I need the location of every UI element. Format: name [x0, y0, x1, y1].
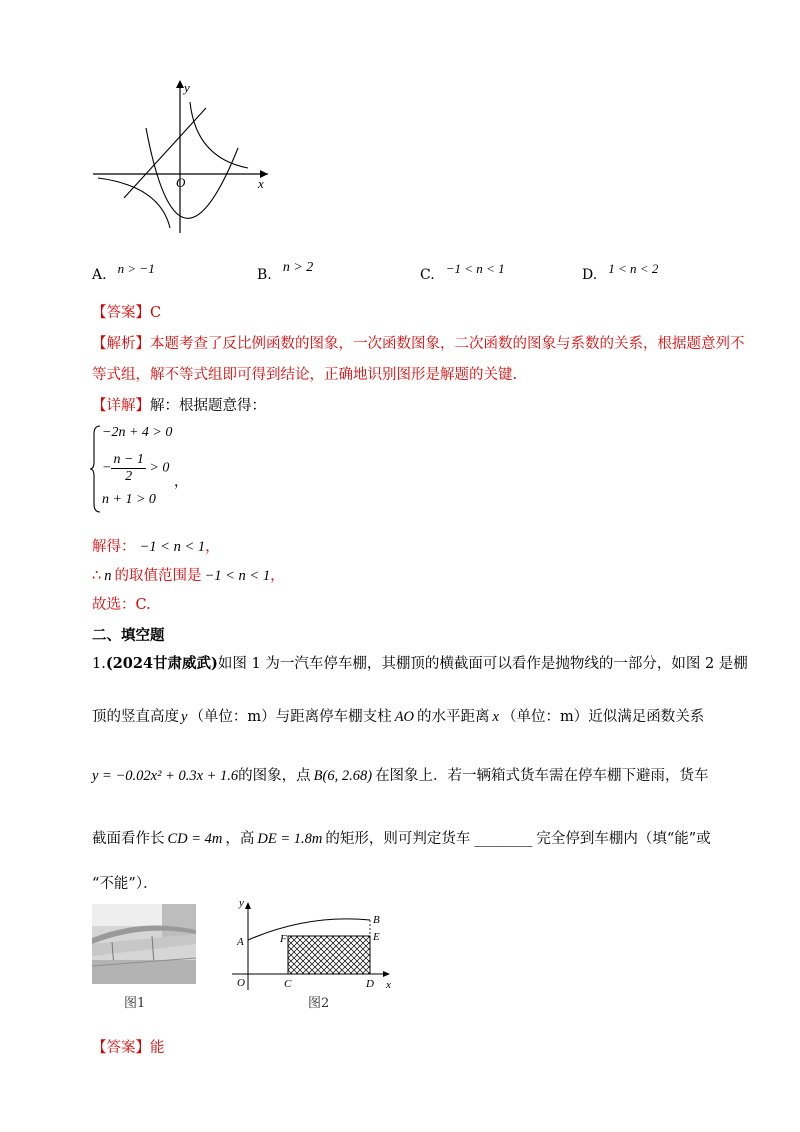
fig2-y-label: y [239, 898, 244, 909]
fig2-origin-label: O [237, 977, 245, 989]
solved-end: ， [205, 539, 220, 555]
choice-a [92, 258, 155, 283]
fig2-caption: 图2 [308, 996, 330, 1011]
carport-photo [92, 904, 196, 984]
problem-text: 的矩形，则可判定货车 [325, 831, 471, 847]
choice-expr: n > 2 [282, 260, 314, 275]
fig2-x-label: x [386, 979, 391, 991]
figure-2-diagram [228, 898, 400, 994]
problem-text: 的水平距离 [417, 709, 490, 725]
fraction-numerator: n − 1 [113, 452, 144, 467]
problem-number: 1. [92, 656, 106, 672]
choice-d [582, 258, 659, 283]
range-line [92, 566, 285, 586]
problem-text: （单位：m）近似满足函数关系 [501, 709, 705, 725]
choice-expr: 1 < n < 2 [608, 261, 659, 276]
choice-expr: n > −1 [117, 261, 155, 276]
range-var: n [104, 568, 112, 584]
analysis-tag: 【解析】 [92, 336, 150, 352]
choice-b [257, 256, 314, 283]
length-CD: CD = 4m [167, 831, 223, 847]
answer-2-line [92, 1038, 165, 1058]
problem-text: 完全停到车棚内（填“能”或 [536, 831, 711, 847]
graph-x-label: x [258, 176, 264, 191]
answer-value: C [150, 305, 162, 321]
system-fraction [111, 452, 145, 485]
problem-text: ，高 [225, 831, 255, 847]
problem-line-2 [92, 707, 704, 727]
graph-y-label: y [184, 80, 190, 95]
parabola-curve [146, 128, 238, 218]
var-x: x [492, 709, 499, 725]
answer-blank: ________ [474, 831, 533, 847]
problem-line-4 [92, 829, 711, 849]
fig2-point-C: C [284, 978, 292, 990]
fig1-caption: 图1 [124, 996, 146, 1011]
truck-rectangle [288, 936, 370, 974]
point-B: B(6, 2.68) [313, 768, 373, 784]
choice-letter: D. [582, 267, 598, 283]
hyperbola-branch-right [190, 102, 248, 168]
problem-text: 顶的竖直高度 [92, 709, 179, 725]
fig2-point-E: E [373, 931, 380, 943]
analysis-text: 本题考查了反比例函数的图象，一次函数图象，二次函数的图象与系数的关系，根据题意列不 [150, 336, 745, 352]
system-brace [90, 424, 102, 514]
problem-text: 的图象，点 [238, 768, 311, 784]
range-end: ， [270, 568, 285, 584]
graph-origin-label: O [176, 175, 186, 190]
solved-expr: −1 < n < 1 [139, 539, 206, 555]
problem-source: (2024甘肃威武) [105, 655, 218, 672]
fig2-point-F: F [280, 933, 287, 945]
choice-expr: −1 < n < 1 [445, 261, 505, 276]
therefore-symbol: ∴ [92, 568, 102, 584]
system-row-1: −2n + 4 > 0 [102, 425, 173, 440]
range-expr: −1 < n < 1 [204, 568, 271, 584]
choice-c [420, 258, 505, 283]
system-row-3: n + 1 > 0 [102, 492, 156, 507]
solved-label: 解得： [92, 539, 136, 555]
problem-text: （单位：m）与距离停车棚支柱 [189, 709, 392, 725]
answer-2-tag: 【答案】 [92, 1040, 150, 1056]
range-text: 的取值范围是 [114, 568, 202, 584]
choice-letter: C. [420, 267, 435, 283]
hyperbola-branch-left [98, 178, 170, 228]
system-row-2-rhs: > 0 [149, 460, 170, 476]
system-row-2 [102, 452, 169, 485]
choice-letter: A. [92, 267, 107, 283]
analysis-line-1 [92, 334, 745, 354]
system-trailing-comma: ， [174, 475, 188, 490]
fig2-point-D: D [366, 978, 374, 990]
system-row-2-sign: − [102, 460, 112, 476]
fig2-point-B: B [373, 914, 380, 926]
height-DE: DE = 1.8m [257, 831, 323, 847]
problem-line-5: “不能”）． [92, 876, 158, 892]
function-expr: y = −0.02x² + 0.3x + 1.6 [92, 768, 239, 784]
problem-text-1: 如图 1 为一汽车停车棚，其棚顶的横截面可以看作是抛物线的一部分，如图 2 是棚 [217, 656, 748, 672]
choice-letter: B. [257, 267, 272, 283]
detail-line [92, 396, 266, 416]
answer-tag: 【答案】 [92, 305, 150, 321]
section-title: 二、填空题 [92, 627, 165, 644]
answer-2-value: 能 [150, 1040, 165, 1056]
fraction-denominator: 2 [125, 469, 133, 484]
problem-line-3 [92, 766, 709, 786]
detail-tag: 【详解】 [92, 398, 150, 414]
function-graph [88, 78, 278, 238]
solved-line [92, 537, 220, 557]
var-AO: AO [394, 709, 415, 725]
analysis-line-2: 等式组，解不等式组即可得到结论，正确地识别图形是解题的关键. [92, 367, 518, 383]
pick-line: 故选：C. [92, 597, 151, 613]
problem-line-1 [92, 654, 748, 674]
problem-text: 截面看作长 [92, 831, 165, 847]
problem-text: 在图象上．若一辆箱式货车需在停车棚下避雨，货车 [375, 768, 709, 784]
var-y: y [181, 709, 188, 725]
detail-text: 解：根据题意得： [150, 398, 266, 414]
answer-line [92, 303, 161, 323]
fig2-point-A: A [237, 936, 244, 948]
